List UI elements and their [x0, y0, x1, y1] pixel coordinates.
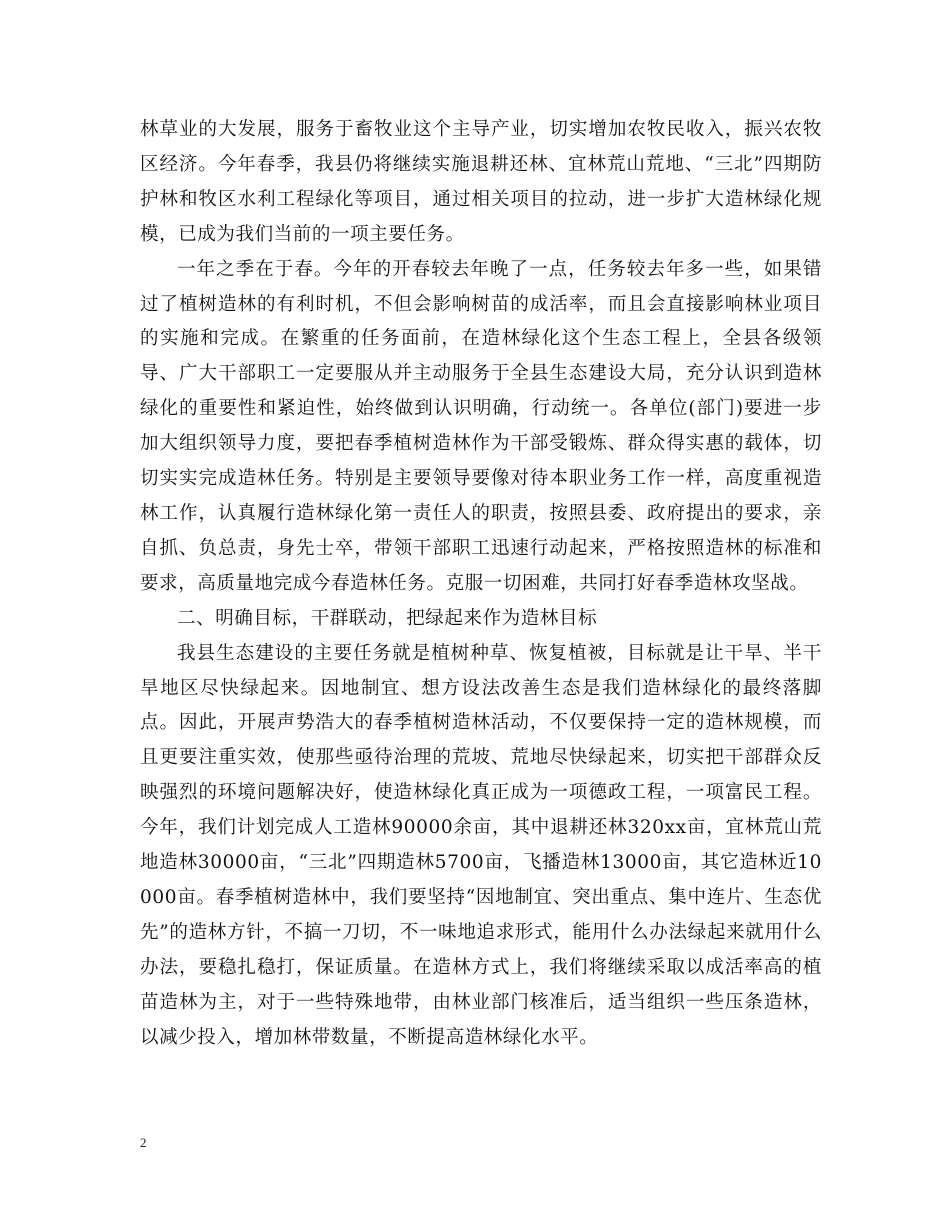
page-number: 2: [140, 1135, 147, 1150]
paragraph-spring-task: 一年之季在于春。今年的开春较去年晚了一点，任务较去年多一些，如果错过了植树造林的有利时机，不但会影响树苗的成活率，而且会直接影响林业项目的实施和完成。在繁重的任务面前，在造林绿化这个生态工程上，全县各级领导、广大干部职工一定要服从并主动服务于全县生态建设大局，充分认识到造林绿化的重要性和紧迫性，始终做到认识明确，行动统一。各单位(部门)要进一步加大组织领导力度，要把春季植树造林作为干部受锻炼、群众得实惠的载体，切切实实完成造林任务。特别是主要领导要像对待本职业务工作一样，高度重视造林工作，认真履行造林绿化第一责任人的职责，按照县委、政府提出的要求，亲自抓、负总责，身先士卒，带领干部职工迅速行动起来，严格按照造林的标准和要求，高质量地完成今春造林任务。克服一切困难，共同打好春季造林攻坚战。: [140, 258, 822, 594]
paragraph-continued: 林草业的大发展，服务于畜牧业这个主导产业，切实增加农牧民收入，振兴农牧区经济。今年春季，我县仍将继续实施退耕还林、宜林荒山荒地、“三北”四期防护林和牧区水利工程绿化等项目，通过相关项目的拉动，进一步扩大造林绿化规模，已成为我们当前的一项主要任务。: [140, 119, 822, 245]
section-heading: 二、明确目标，干群联动，把绿起来作为造林目标: [177, 607, 598, 629]
document-body: [140, 113, 822, 1055]
paragraph-goals: 我县生态建设的主要任务就是植树种草、恢复植被，目标就是让干旱、半干旱地区尽快绿起来。因地制宜、想方设法改善生态是我们造林绿化的最终落脚点。因此，开展声势浩大的春季植树造林活动，不仅要保持一定的造林规模，而且更要注重实效，使那些亟待治理的荒坡、荒地尽快绿起来，切实把干部群众反映强烈的环境问题解决好，使造林绿化真正成为一项德政工程，一项富民工程。今年，我们计划完成人工造林90000余亩，其中退耕还林320xx亩，宜林荒山荒地造林30000亩，“三北”四期造林5700亩，飞播造林13000亩，其它造林近10000亩。春季植树造林中，我们要坚持“因地制宜、突出重点、集中连片、生态优先”的造林方针，不搞一刀切，不一味地追求形式，能用什么办法绿起来就用什么办法，要稳扎稳打，保证质量。在造林方式上，我们将继续采取以成活率高的植苗造林为主，对于一些特殊地带，由林业部门核准后，适当组织一些压条造林，以减少投入，增加林带数量，不断提高造林绿化水平。: [140, 642, 822, 1048]
